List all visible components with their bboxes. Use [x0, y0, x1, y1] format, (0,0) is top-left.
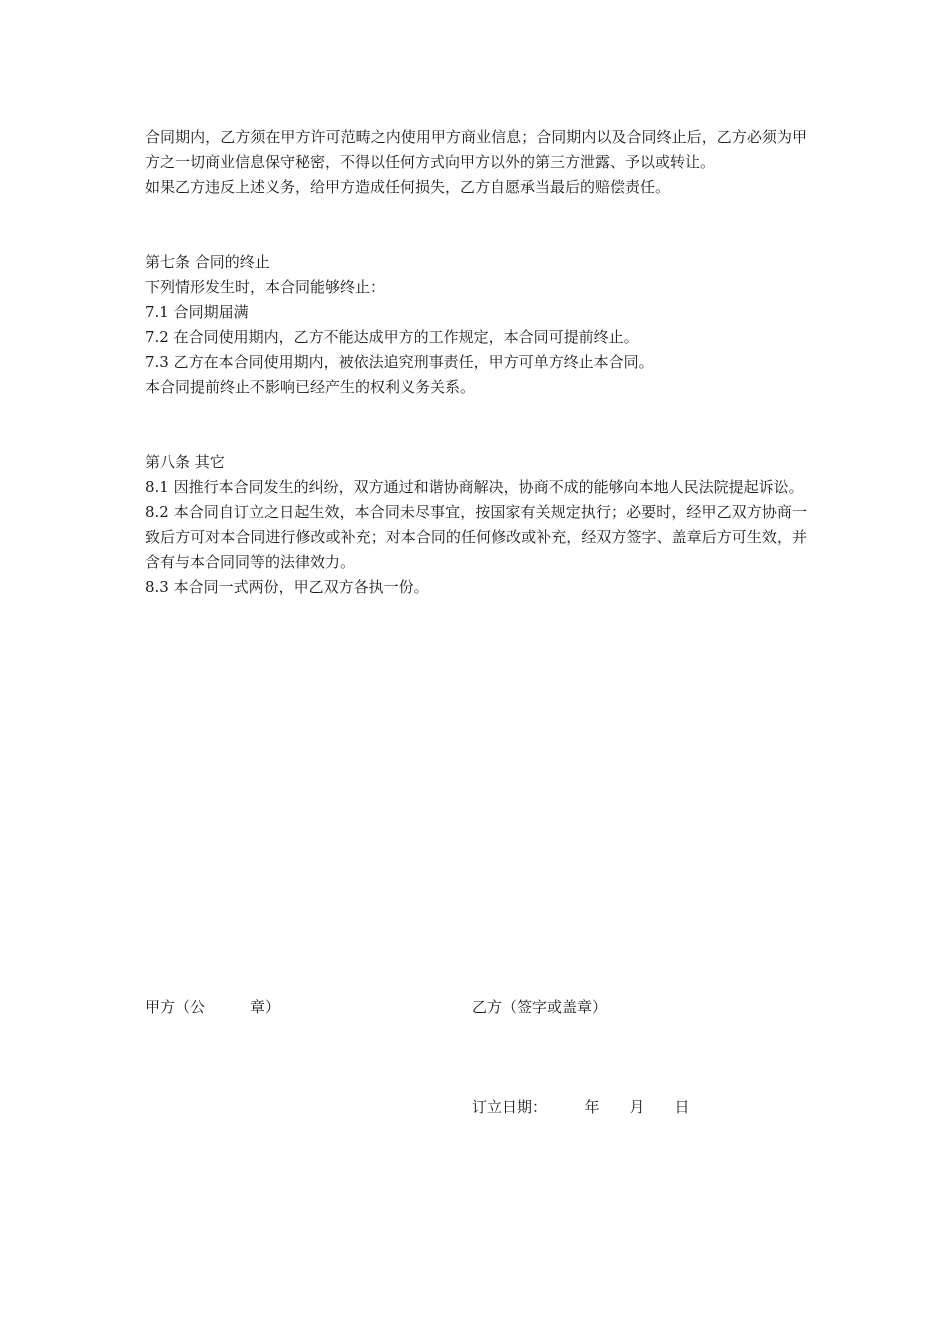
contract-body — [145, 125, 807, 600]
section-7-intro: 下列情形发生时，本合同能够终止： — [145, 278, 386, 296]
clause-8-1: 8.1 因推行本合同发生的纠纷，双方通过和谐协商解决，协商不成的能够向本地人民法院提起诉讼。 — [145, 478, 804, 496]
party-b-signature-label: 乙方（签字或盖章） — [472, 998, 608, 1016]
clause-8-2: 8.2 本合同自订立之日起生效，本合同未尽事宜，按国家有关规定执行；必要时，经甲乙双方协商一致后方可对本合同进行修改或补充；对本合同的任何修改或补充，经双方签字、盖章后方可生效，并含有与本合同同等的法律效力。 — [145, 503, 807, 571]
clause-8-3: 8.3 本合同一式两份，甲乙双方各执一份。 — [145, 578, 429, 596]
section-7-title: 第七条 合同的终止 — [145, 253, 270, 271]
section-spacer — [145, 400, 807, 450]
confidentiality-paragraph: 合同期内，乙方须在甲方许可范畴之内使用甲方商业信息；合同期内以及合同终止后，乙方必须为甲方之一切商业信息保守秘密，不得以任何方式向甲方以外的第三方泄露、予以或转让。 — [145, 128, 807, 171]
clause-7-1: 7.1 合同期届满 — [145, 303, 249, 321]
clause-7-2: 7.2 在合同使用期内，乙方不能达成甲方的工作规定，本合同可提前终止。 — [145, 328, 639, 346]
clause-7-3: 7.3 乙方在本合同使用期内，被依法追究刑事责任，甲方可单方终止本合同。 — [145, 353, 654, 371]
section-7-note: 本合同提前终止不影响已经产生的权利义务关系。 — [145, 378, 476, 396]
section-8-title: 第八条 其它 — [145, 453, 225, 471]
party-a-signature-label: 甲方（公 章） — [145, 998, 281, 1016]
liability-paragraph: 如果乙方违反上述义务，给甲方造成任何损失，乙方自愿承当最后的赔偿责任。 — [145, 178, 671, 196]
signing-date-label: 订立日期： 年 月 日 — [472, 1098, 690, 1116]
section-spacer — [145, 200, 807, 250]
